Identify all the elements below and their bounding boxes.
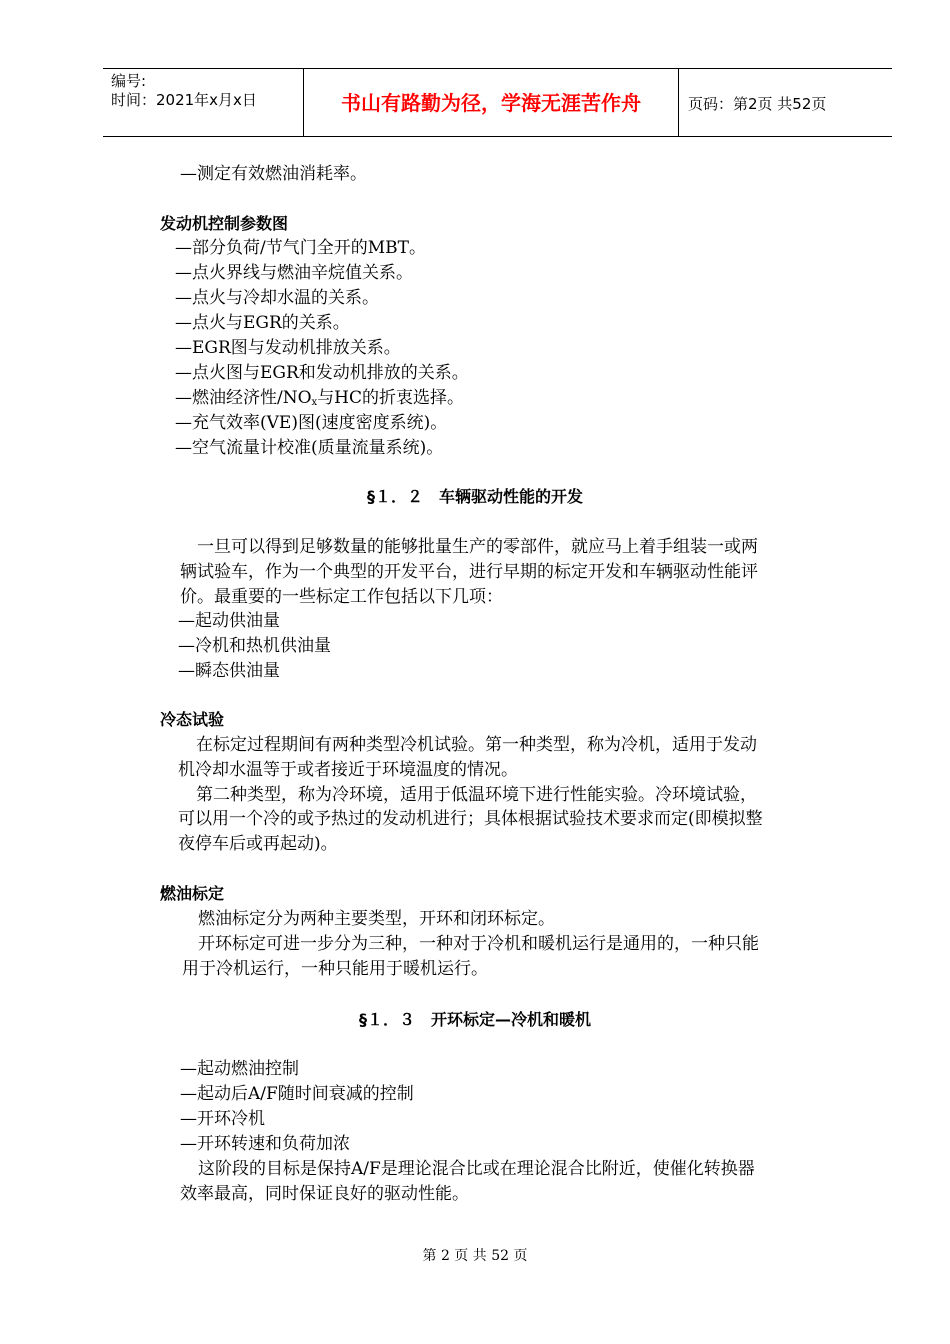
paragraph-line: 价。最重要的一些标定工作包括以下几项： [180, 587, 503, 607]
paragraph-line: 一旦可以得到足够数量的能够批量生产的零部件，就应马上着手组装一或两 [180, 537, 758, 557]
heading-fuel-calibration: 燃油标定 [160, 884, 225, 903]
paragraph-line: 效率最高，同时保证良好的驱动性能。 [180, 1184, 469, 1204]
nox-subscript: x [311, 397, 318, 408]
list-item: —部分负荷/节气门全开的MBT。 [175, 238, 426, 258]
paragraph-line: 可以用一个冷的或予热过的发动机进行；具体根据试验技术要求而定(即模拟整 [178, 809, 763, 829]
list-item: —开环转速和负荷加浓 [180, 1134, 350, 1154]
list-item: —冷机和热机供油量 [178, 636, 331, 656]
list-item: —空气流量计校准(质量流量系统)。 [175, 438, 444, 458]
page-footer: 第 2 页 共 52 页 [422, 1248, 528, 1264]
list-item: —点火图与EGR和发动机排放的关系。 [175, 363, 469, 383]
list-item: —起动燃油控制 [180, 1059, 299, 1079]
list-item: —EGR图与发动机排放关系。 [175, 338, 401, 358]
code-label: 编号: [111, 72, 147, 90]
paragraph-line: 开环标定可进一步分为三种，一种对于冷机和暖机运行是通用的，一种只能 [198, 934, 759, 954]
list-item: —点火与EGR的关系。 [175, 313, 350, 333]
paragraph-line: 辆试验车，作为一个典型的开发平台，进行早期的标定开发和车辆驱动性能评 [180, 562, 758, 582]
section-title-1-2: §１．２ 车辆驱动性能的开发 [366, 487, 583, 506]
list-item: —起动后A/F随时间衰减的控制 [180, 1084, 414, 1104]
paragraph-line: 燃油标定分为两种主要类型，开环和闭环标定。 [198, 909, 555, 929]
time-label: 时间：2021年x月x日 [111, 91, 257, 109]
page-header [103, 68, 892, 137]
header-motto: 书山有路勤为径，学海无涯苦作舟 [341, 91, 641, 115]
nox-text-after: 与HC的折衷选择。 [317, 388, 465, 408]
paragraph-line: 第二种类型，称为冷环境，适用于低温环境下进行性能实验。冷环境试验， [196, 785, 757, 805]
list-item: —充气效率(VE)图(速度密度系统)。 [175, 413, 448, 433]
list-item: —瞬态供油量 [178, 661, 280, 681]
paragraph-line: 夜停车后或再起动)。 [178, 834, 338, 854]
header-meta-cell [103, 69, 303, 136]
list-item-nox [175, 386, 464, 410]
section-title-1-3: §１．３ 开环标定—冷机和暖机 [358, 1010, 591, 1029]
list-item: —开环冷机 [180, 1109, 265, 1129]
header-page-info: 页码：第2页 共52页 [688, 95, 827, 113]
paragraph-line: 机冷却水温等于或者接近于环境温度的情况。 [178, 760, 518, 780]
heading-engine-maps: 发动机控制参数图 [160, 214, 289, 233]
header-motto-cell [303, 69, 679, 136]
intro-line: —测定有效燃油消耗率。 [180, 164, 367, 184]
list-item: —点火界线与燃油辛烷值关系。 [175, 263, 413, 283]
nox-text-before: —燃油经济性/NO [175, 388, 312, 408]
paragraph-line: 这阶段的目标是保持A/F是理论混合比或在理论混合比附近，使催化转换器 [198, 1159, 755, 1179]
paragraph-line: 用于冷机运行，一种只能用于暖机运行。 [182, 959, 488, 979]
header-page-cell [679, 69, 892, 136]
heading-cold-test: 冷态试验 [160, 710, 225, 729]
paragraph-line: 在标定过程期间有两种类型冷机试验。第一种类型，称为冷机，适用于发动 [196, 735, 757, 755]
list-item: —点火与冷却水温的关系。 [175, 288, 379, 308]
list-item: —起动供油量 [178, 611, 280, 631]
